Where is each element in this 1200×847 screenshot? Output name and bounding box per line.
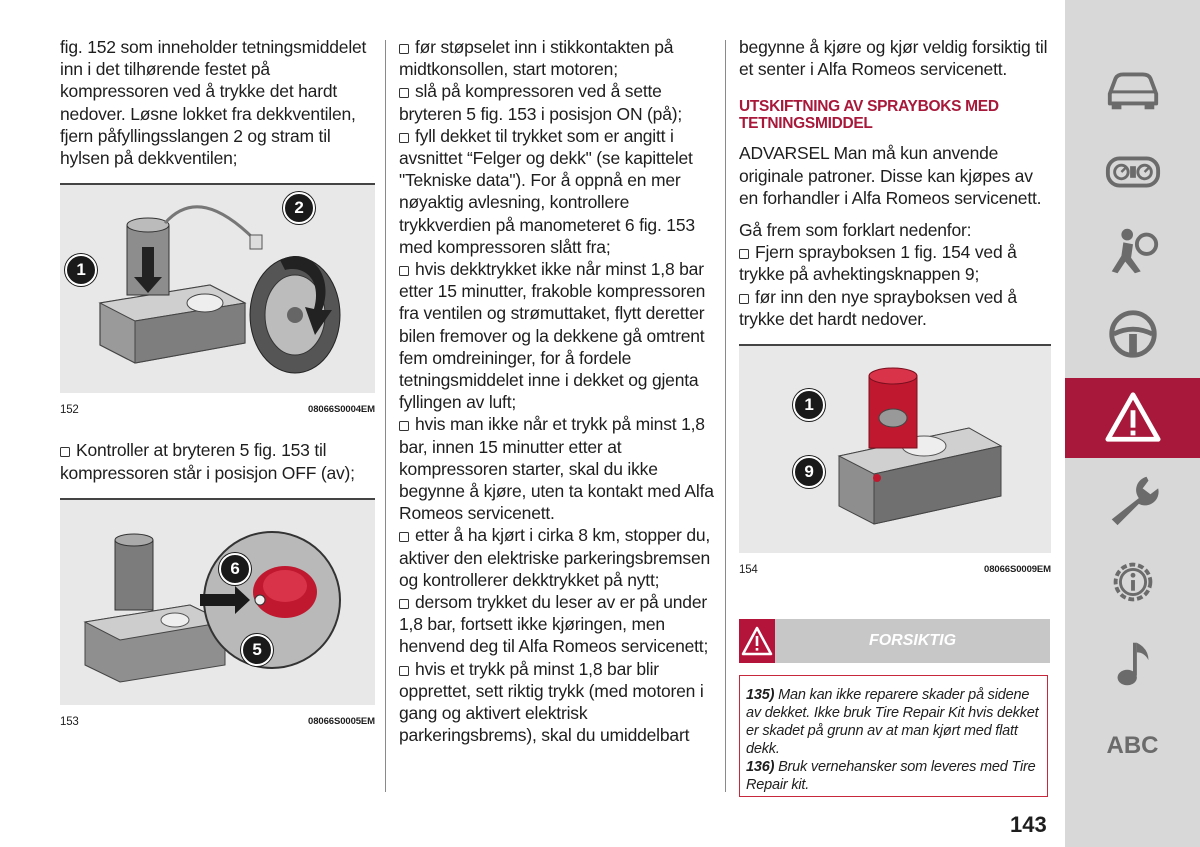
tab-steering[interactable]	[1065, 294, 1200, 374]
spray-can-replacement-illustration	[739, 346, 1051, 553]
column-1	[60, 36, 375, 733]
column-2	[399, 36, 714, 747]
checkbox-bullet-icon	[60, 447, 70, 457]
caution-notes	[739, 675, 1048, 797]
callout-1: 1	[793, 389, 825, 421]
car-icon	[1104, 59, 1162, 117]
list-item: dersom trykket du leser av er på under 1,8 bar, fortsett ikke kjøringen, men henvend deg til Alfa Romeos servicenett;	[399, 592, 709, 657]
tab-maintenance[interactable]	[1065, 460, 1200, 540]
tab-car[interactable]	[1065, 48, 1200, 128]
caution-note: 135) Man kan ikke reparere skader på sidene av dekket. Ikke bruk Tire Repair Kit hvis dekket er skadet på grunn av at man kjørt med flatt dekk.	[746, 687, 1039, 757]
proceed-paragraph: Gå frem som forklart nedenfor:	[739, 220, 972, 241]
list-item: slå på kompressoren ved å sette bryteren 5 fig. 153 i posisjon ON (på);	[399, 81, 683, 124]
tab-technical-data[interactable]	[1065, 542, 1200, 622]
index-label: ABC	[1106, 732, 1159, 759]
callout-5: 5	[241, 634, 273, 666]
list-item: før inn den nye sprayboksen ved å trykke det hardt nedover.	[739, 286, 1017, 329]
compressor-connection-illustration	[60, 185, 375, 393]
figure-code: 08066S0004EM	[308, 404, 375, 416]
column-divider	[385, 40, 386, 792]
tab-airbag[interactable]	[1065, 212, 1200, 292]
list-item: Fjern sprayboksen 1 fig. 154 ved å trykke på avhektingsknappen 9;	[739, 242, 1017, 285]
checkbox-bullet-icon	[399, 44, 409, 54]
section-heading: UTSKIFTNING AV SPRAYBOKS MED TETNINGSMIDDEL	[739, 98, 999, 133]
column-3	[739, 36, 1051, 581]
figure-code: 08066S0005EM	[308, 715, 375, 727]
figure-152	[60, 183, 375, 393]
airbag-icon	[1104, 223, 1162, 281]
callout-6: 6	[219, 553, 251, 585]
checkbox-bullet-icon	[399, 666, 409, 676]
list-item: hvis dekktrykket ikke når minst 1,8 bar etter 15 minutter, frakoble kompressoren fra ventilen og strømuttaket, flytt deretter bilen fremover og la dekkene gå omtrent fem omdreininger, for å fordele tetningsmiddelet inne i dekket og gjenta fyllingen av luft;	[399, 259, 706, 413]
figure-code: 08066S0009EM	[984, 564, 1051, 576]
dashboard-icon	[1104, 143, 1162, 201]
checkbox-bullet-icon	[739, 294, 749, 304]
column-divider	[725, 40, 726, 792]
figure-number: 153	[60, 715, 79, 728]
checkbox-bullet-icon	[399, 133, 409, 143]
tab-multimedia[interactable]	[1065, 624, 1200, 704]
figure-number: 154	[739, 564, 758, 577]
steering-wheel-icon	[1104, 305, 1162, 363]
compressor-switch-illustration	[60, 500, 375, 705]
caution-header	[739, 619, 1050, 663]
music-note-icon	[1104, 635, 1162, 693]
warning-triangle-icon	[1104, 389, 1162, 447]
list-item: etter å ha kjørt i cirka 8 km, stopper du, aktiver den elektriske parkeringsbremsen og kontrollerer dekktrykket på nytt;	[399, 525, 711, 590]
caution-title: FORSIKTIG	[868, 632, 957, 649]
intro-paragraph: fig. 152 som inneholder tetningsmiddelet inn i det tilhørende festet på kompressoren ved å trykke det hardt nedover. Løsne lokket fra dekkventilen, fjern påfyllingsslangen 2 og stram til hylsen på dekkventilen;	[60, 37, 367, 169]
caution-warning-icon	[739, 619, 775, 663]
checkbox-bullet-icon	[739, 249, 749, 259]
continuation-paragraph: begynne å kjøre og kjør veldig forsiktig til et senter i Alfa Romeos servicenett.	[739, 37, 1048, 80]
list-item: hvis et trykk på minst 1,8 bar blir opprettet, sett riktig trykk (med motoren i gang og aktivert elektrisk parkeringsbrems), skal du umiddelbart	[399, 658, 704, 746]
caution-note: 136) Bruk vernehansker som leveres med Tire Repair kit.	[746, 759, 1036, 793]
tab-index[interactable]	[1065, 706, 1200, 786]
figure-153	[60, 498, 375, 705]
callout-9: 9	[793, 456, 825, 488]
checkbox-bullet-icon	[399, 421, 409, 431]
checkbox-bullet-icon	[399, 266, 409, 276]
tab-emergency[interactable]	[1065, 378, 1200, 458]
tab-dashboard[interactable]	[1065, 132, 1200, 212]
checkbox-bullet-icon	[399, 532, 409, 542]
figure-154-caption	[739, 559, 1051, 581]
figure-153-caption	[60, 711, 375, 733]
list-item: fyll dekket til trykket som er angitt i avsnittet “Felger og dekk" (se kapittelet "Tekniske data"). For å oppnå en mer nøyaktig avlesning, kontrollere trykkverdien på manometeret 6 fig. 153 med kompressoren slått fra;	[399, 125, 695, 257]
wrench-icon	[1104, 471, 1162, 529]
chapter-sidebar	[1065, 0, 1200, 847]
page-number: 143	[1010, 812, 1047, 837]
checkbox-bullet-icon	[399, 599, 409, 609]
service-info-icon	[1104, 553, 1162, 611]
figure-number: 152	[60, 404, 79, 417]
list-item: før støpselet inn i stikkontakten på midtkonsollen, start motoren;	[399, 37, 674, 80]
list-item: Kontroller at bryteren 5 fig. 153 til kompressoren står i posisjon OFF (av);	[60, 440, 355, 483]
checkbox-bullet-icon	[399, 88, 409, 98]
callout-1: 1	[65, 254, 97, 286]
list-item: hvis man ikke når et trykk på minst 1,8 bar, innen 15 minutter etter at kompressoren starter, skal du ikke begynne å kjøre, uten ta kontakt med Alfa Romeos servicenett.	[399, 414, 714, 524]
figure-154	[739, 344, 1051, 553]
callout-2: 2	[283, 192, 315, 224]
figure-152-caption	[60, 399, 375, 421]
warning-paragraph: ADVARSEL Man må kun anvende originale patroner. Disse kan kjøpes av en forhandler i Alfa Romeos servicenett.	[739, 143, 1042, 208]
